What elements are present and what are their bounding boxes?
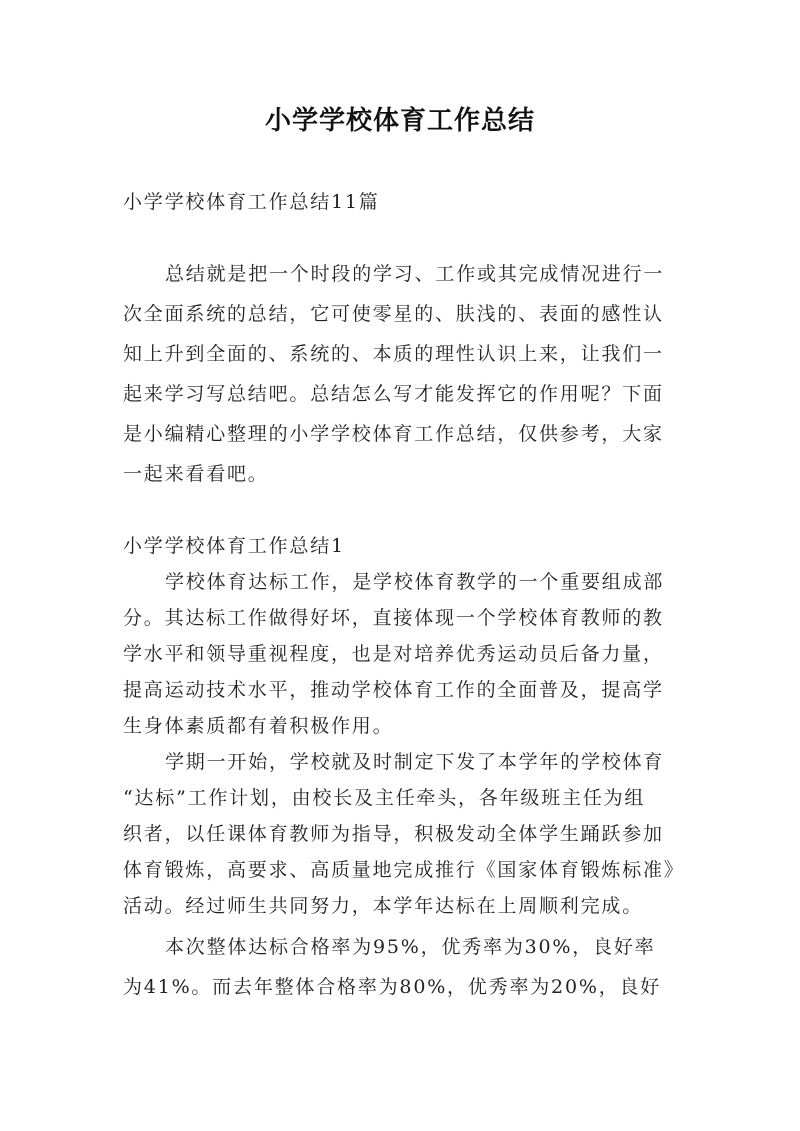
para2-line: 织者，以任课体育教师为指导，积极发动全体学生踊跃参加 <box>123 823 664 845</box>
para1-line: 学校体育达标工作，是学校体育教学的一个重要组成部 <box>165 571 665 593</box>
para1-line: 分。其达标工作做得好坏，直接体现一个学校体育教师的教 <box>123 607 664 629</box>
para1-line: 生身体素质都有着积极作用。 <box>123 715 394 737</box>
document-subtitle: 小学学校体育工作总结11篇 <box>123 191 380 213</box>
intro-line: 起来学习写总结吧。总结怎么写才能发挥它的作用呢？下面 <box>123 383 664 405</box>
intro-line: 一起来看看吧。 <box>123 463 269 485</box>
intro-line: 知上升到全面的、系统的、本质的理性认识上来，让我们一 <box>123 343 664 365</box>
document-title: 小学学校体育工作总结 <box>264 106 535 136</box>
para2-line: 体育锻炼，高要求、高质量地完成推行《国家体育锻炼标准》 <box>123 859 685 881</box>
para2-line: 活动。经过师生共同努力，本学年达标在上周顺利完成。 <box>123 895 644 917</box>
intro-line: 是小编精心整理的小学学校体育工作总结，仅供参考，大家 <box>123 423 664 445</box>
para1-line: 学水平和领导重视程度，也是对培养优秀运动员后备力量， <box>123 643 664 665</box>
intro-line: 总结就是把一个时段的学习、工作或其完成情况进行一 <box>165 263 665 285</box>
para2-line: 学期一开始，学校就及时制定下发了本学年的学校体育 <box>165 751 665 773</box>
para2-line: “达标”工作计划，由校长及主任牵头，各年级班主任为组 <box>123 787 646 809</box>
section-heading: 小学学校体育工作总结1 <box>123 535 345 557</box>
para3-line: 本次整体达标合格率为95%，优秀率为30%，良好率 <box>165 936 656 958</box>
intro-line: 次全面系统的总结，它可使零星的、肤浅的、表面的感性认 <box>123 303 664 325</box>
para1-line: 提高运动技术水平，推动学校体育工作的全面普及，提高学 <box>123 679 664 701</box>
para3-line: 为41%。而去年整体合格率为80%，优秀率为20%，良好 <box>123 976 662 998</box>
